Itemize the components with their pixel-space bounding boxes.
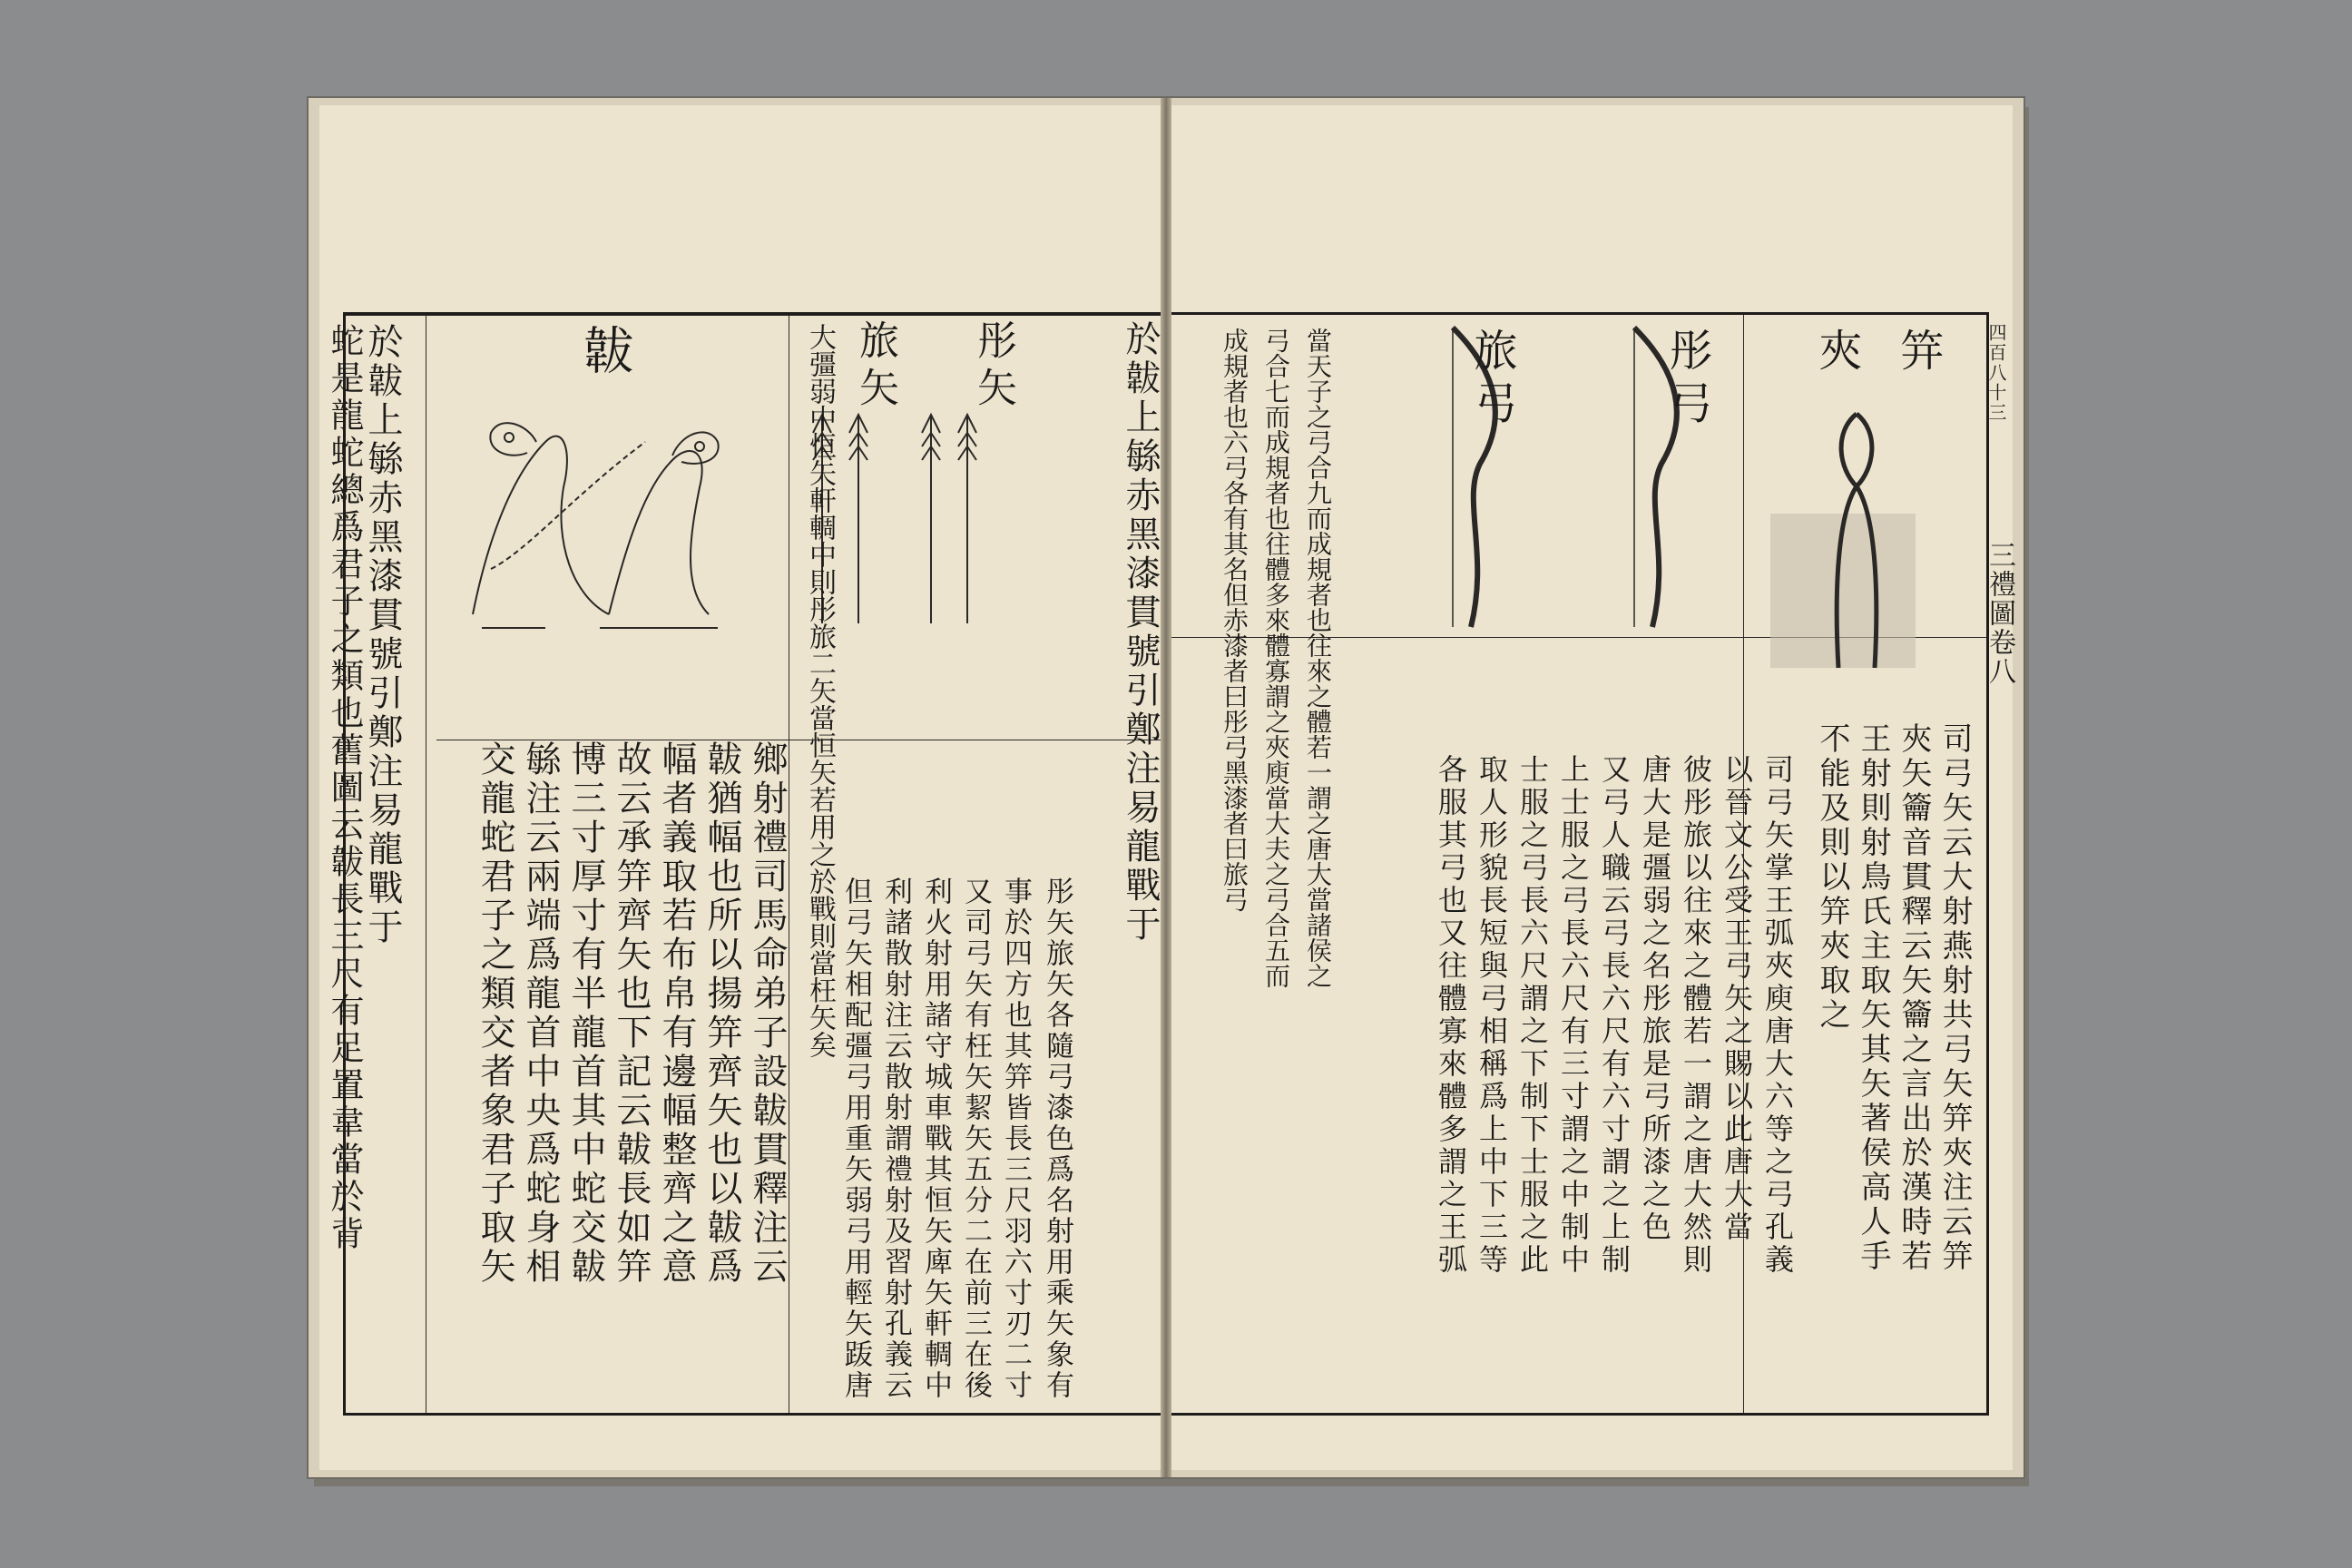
right-col-9: 上士服之弓長六尺有三寸謂之中制中: [1556, 754, 1591, 1277]
left-col-2: 大彊弱中恒矢軒輖中則彤旅二矢當恒矢若用之於戰則當枉矢矣: [804, 323, 836, 1058]
heading-tong-gong: 彤弓: [1661, 328, 1712, 433]
left-col-6: 故云承笄齊矢也下記云韍長如笄: [611, 740, 652, 1287]
right-col-11: 取人形貌長短與弓相稱爲上中下三等: [1475, 754, 1509, 1277]
heading-tong-shi: 彤矢: [970, 319, 1016, 414]
right-page: [1171, 105, 2013, 1470]
heading-bian: 笄: [1893, 328, 1944, 386]
left-col-1b: 蛇是龍蛇總爲君子之類也舊圖云韍長三尺有足置韋當於背: [325, 323, 364, 1253]
right-col-13: 當天子之弓合九而成規者也往來之體若一謂之唐大當諸侯之: [1303, 328, 1333, 988]
left-col-10: 但弓矢相配彊弓用重矢弱弓用輕矢䟦唐: [839, 877, 872, 1401]
right-col-7: 唐大是彊弱之名彤旅是弓所漆之色: [1638, 754, 1672, 1244]
right-col-6: 彼彤旅以往來之體若一謂之唐大然則: [1679, 754, 1713, 1277]
left-col-0: 於韍上䋣赤黑漆貫號引鄭注易龍戰于: [362, 323, 403, 947]
heading-jia: 夾: [1811, 328, 1862, 386]
right-col-14: 弓合七而成規者也往體多來體寡謂之夾庾當大夫之弓合五而: [1261, 328, 1291, 988]
right-col-12: 各服其弓也又往體寡來體多謂之王弧: [1434, 754, 1468, 1277]
left-col-3: 鄉射禮司馬命弟子設韍貫釋注云: [747, 740, 788, 1287]
left-col-9: 交龍蛇君子之類交者象君子取矢: [475, 740, 515, 1287]
book-gutter: [1161, 98, 1171, 1477]
left-col-5: 幅者義取若布帛有邊幅整齊之意: [656, 740, 697, 1287]
right-col-1: 夾矢籥音貫釋云矢籥之言出於漢時若: [1896, 722, 1932, 1274]
margin-book-title: 三禮圖卷八: [1984, 541, 2015, 686]
left-col-12: 利火射用諸守城車戰其恒矢庳矢軒輖中: [919, 877, 952, 1401]
open-book: [309, 98, 2024, 1477]
right-col-4: 司弓矢掌王弧夾庾唐大六等之弓孔義: [1760, 754, 1795, 1277]
heading-lu-gong: 旅弓: [1466, 328, 1517, 433]
left-col-4: 韍猶幅也所以揚笄齊矢也以韍爲: [701, 740, 742, 1287]
right-col-15: 成規者也六弓各有其名但赤漆者曰彤弓黑漆者曰旅弓: [1220, 328, 1250, 912]
left-col-13: 又司弓矢有枉矢絜矢五分二在前三在後: [959, 877, 992, 1401]
left-page: [319, 105, 1161, 1470]
left-col-11: 利諸散射注云散射謂禮射及習射孔義云: [879, 877, 912, 1401]
left-col-1: 於韍上䋣赤黑漆貫號引鄭注易龍戰于: [1120, 320, 1161, 945]
heading-fu: 韍: [575, 324, 634, 389]
left-col-14: 事於四方也其笄皆長三尺羽六寸刃二寸: [999, 877, 1032, 1401]
right-col-8: 又弓人職云弓長六尺有六寸謂之上制: [1597, 754, 1632, 1277]
right-col-3: 不能及則以笄夾取之: [1814, 722, 1850, 1033]
left-col-15: 彤矢旅矢各隨弓漆色爲名射用乘矢象有: [1041, 877, 1073, 1401]
margin-page-number: 四百八十三: [1985, 323, 2007, 423]
right-col-0: 司弓矢云大射燕射共弓矢笄夾注云笄: [1936, 722, 1973, 1274]
right-col-10: 士服之弓長六尺謂之下制下士服之此: [1515, 754, 1550, 1277]
left-col-8: 䋣注云兩端爲龍首中央爲蛇身相: [520, 740, 561, 1287]
right-col-5: 以晉文公受王弓矢之賜以此唐大當: [1720, 754, 1754, 1244]
heading-lu-shi: 旅矢: [852, 319, 898, 414]
left-col-7: 博三寸厚寸有半龍首其中蛇交韍: [565, 740, 606, 1287]
right-col-2: 王射則射鳥氏主取矢其矢著侯高人手: [1855, 722, 1891, 1274]
